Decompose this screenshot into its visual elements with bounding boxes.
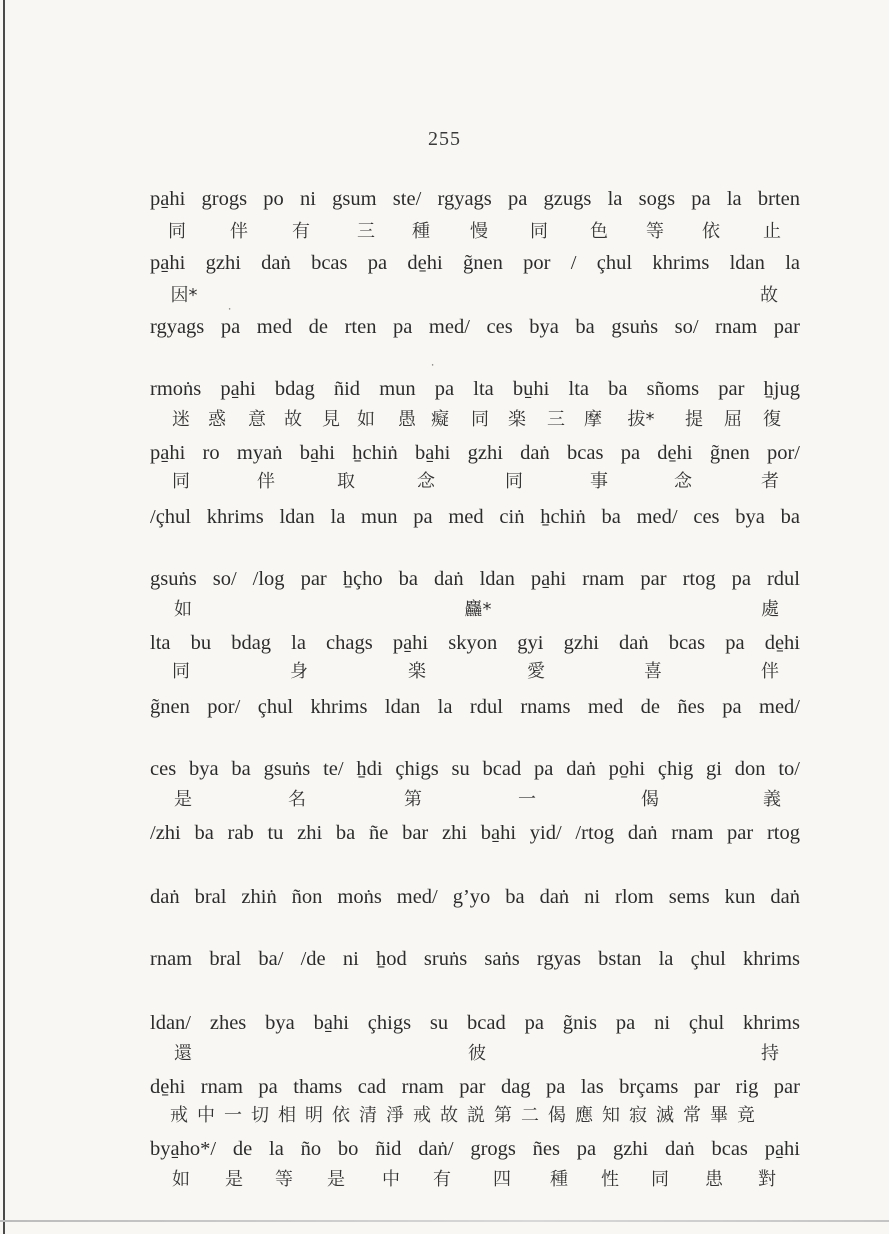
gloss-char: 偈 — [641, 789, 659, 810]
gloss-line — [0, 598, 889, 622]
gloss-char: 四 — [493, 1169, 511, 1190]
gloss-char: 戒 — [170, 1105, 188, 1126]
gloss-char: 淨 — [386, 1105, 404, 1126]
gloss-char: 慢 — [470, 221, 488, 242]
gloss-char: 故 — [760, 285, 778, 306]
tibetan-line: gsuṅs so/ /log par ẖçho ba daṅ ldan pa̱hi rnam par rtog pa rdul — [150, 568, 800, 590]
gloss-char: 持 — [761, 1043, 779, 1064]
gloss-char: 相 — [278, 1105, 296, 1126]
tibetan-line: pa̱hi gzhi daṅ bcas pa de̱hi g̃nen por / çhul khrims ldan la — [150, 252, 800, 274]
gloss-char: 故 — [284, 409, 302, 430]
gloss-char: 彼 — [468, 1043, 486, 1064]
tibetan-line: pa̱hi grogs po ni gsum ste/ rgyags pa gzugs la sogs pa la brten — [150, 188, 800, 210]
gloss-char: 愛 — [527, 661, 545, 682]
gloss-char: 等 — [275, 1169, 293, 1190]
gloss-char: 伴 — [257, 471, 275, 492]
gloss-char: 一 — [224, 1105, 242, 1126]
gloss-char: 念 — [417, 471, 435, 492]
tibetan-line: rnam bral ba/ /de ni ẖod sruṅs saṅs rgyas bstan la çhul khrims — [150, 948, 800, 970]
tibetan-line: rmoṅs pa̱hi bdag ñid mun pa lta bu̱hi lta ba sñoms par ẖjug — [150, 378, 800, 400]
gloss-char: 中 — [197, 1105, 215, 1126]
gloss-char: 拔* — [627, 409, 655, 430]
tibetan-line: /çhul khrims ldan la mun pa med ciṅ ẖchiṅ ba med/ ces bya ba — [150, 506, 800, 528]
gloss-char: 伴 — [230, 221, 248, 242]
gloss-char: 如 — [174, 599, 192, 620]
gloss-char: 事 — [590, 471, 608, 492]
tibetan-line: g̃nen por/ çhul khrims ldan la rdul rnams med de ñes pa med/ — [150, 696, 800, 718]
gloss-char: 清 — [359, 1105, 377, 1126]
gloss-char: 滅 — [656, 1105, 674, 1126]
tibetan-line: /zhi ba rab tu zhi ba ñe bar zhi ba̱hi yid/ /rtog daṅ rnam par rtog — [150, 822, 800, 844]
gloss-char: 患 — [705, 1169, 723, 1190]
gloss-char: 名 — [288, 789, 306, 810]
gloss-char: 喜 — [644, 661, 662, 682]
ink-speck: ⸱ — [228, 302, 232, 316]
gloss-char: 還 — [174, 1043, 192, 1064]
gloss-line — [0, 284, 889, 308]
gloss-char: 癡 — [431, 409, 449, 430]
gloss-char: 第 — [494, 1105, 512, 1126]
gloss-char: 麤* — [464, 599, 492, 620]
gloss-line — [0, 1104, 889, 1128]
gloss-char: 依 — [702, 221, 720, 242]
gloss-char: 色 — [590, 221, 608, 242]
gloss-line — [0, 220, 889, 244]
gloss-char: 偈 — [548, 1105, 566, 1126]
gloss-char: 竟 — [737, 1105, 755, 1126]
gloss-char: 迷 — [172, 409, 190, 430]
gloss-char: 同 — [471, 409, 489, 430]
gloss-char: 同 — [651, 1169, 669, 1190]
gloss-char: 戒 — [413, 1105, 431, 1126]
gloss-char: 同 — [172, 471, 190, 492]
gloss-char: 常 — [683, 1105, 701, 1126]
gloss-char: 二 — [521, 1105, 539, 1126]
tibetan-line: bya̱ho*/ de la ño bo ñid daṅ/ grogs ñes pa gzhi daṅ bcas pa̱hi — [150, 1138, 800, 1160]
gloss-char: 第 — [404, 789, 422, 810]
gloss-char: 義 — [763, 789, 781, 810]
gloss-char: 念 — [674, 471, 692, 492]
gloss-char: 性 — [601, 1169, 619, 1190]
gloss-char: 寂 — [629, 1105, 647, 1126]
tibetan-line: pa̱hi ro myaṅ ba̱hi ẖchiṅ ba̱hi gzhi daṅ bcas pa de̱hi g̃nen por/ — [150, 442, 800, 464]
gloss-char: 有 — [433, 1169, 451, 1190]
gloss-char: 有 — [292, 221, 310, 242]
gloss-char: 摩 — [584, 409, 602, 430]
gloss-char: 同 — [530, 221, 548, 242]
scan-bottom-rule — [0, 1220, 889, 1222]
gloss-char: 取 — [337, 471, 355, 492]
gloss-char: 一 — [518, 789, 536, 810]
gloss-char: 知 — [602, 1105, 620, 1126]
gloss-char: 意 — [248, 409, 266, 430]
tibetan-line: rgyags pa med de rten pa med/ ces bya ba gsuṅs so/ rnam par — [150, 316, 800, 338]
gloss-char: 依 — [332, 1105, 350, 1126]
gloss-char: 是 — [174, 789, 192, 810]
gloss-char: 如 — [172, 1169, 190, 1190]
gloss-char: 處 — [761, 599, 779, 620]
tibetan-line: ldan/ zhes bya ba̱hi çhigs su bcad pa g̃nis pa ni çhul khrims — [150, 1012, 800, 1034]
gloss-char: 故 — [440, 1105, 458, 1126]
gloss-char: 復 — [763, 409, 781, 430]
gloss-char: 種 — [550, 1169, 568, 1190]
gloss-char: 中 — [382, 1169, 400, 1190]
gloss-char: 者 — [761, 471, 779, 492]
gloss-char: 如 — [357, 409, 375, 430]
gloss-char: 切 — [251, 1105, 269, 1126]
gloss-char: 是 — [225, 1169, 243, 1190]
gloss-char: 同 — [172, 661, 190, 682]
tibetan-line: de̱hi rnam pa thams cad rnam par dag pa las brçams par rig par — [150, 1076, 800, 1098]
gloss-char: 楽 — [508, 409, 526, 430]
gloss-char: 身 — [290, 661, 308, 682]
gloss-char: 見 — [322, 409, 340, 430]
gloss-line — [0, 660, 889, 684]
gloss-char: 因* — [170, 285, 198, 306]
tibetan-line: lta bu bdag la chags pa̱hi skyon gyi gzhi daṅ bcas pa de̱hi — [150, 632, 800, 654]
gloss-char: 種 — [412, 221, 430, 242]
gloss-line — [0, 788, 889, 812]
gloss-line — [0, 1042, 889, 1066]
gloss-char: 是 — [327, 1169, 345, 1190]
gloss-char: 楽 — [408, 661, 426, 682]
gloss-char: 屈 — [724, 409, 742, 430]
gloss-char: 應 — [575, 1105, 593, 1126]
gloss-char: 三 — [357, 221, 375, 242]
gloss-char: 同 — [168, 221, 186, 242]
gloss-char: 伴 — [761, 661, 779, 682]
gloss-char: 惑 — [208, 409, 226, 430]
gloss-char: 提 — [685, 409, 703, 430]
gloss-char: 三 — [547, 409, 565, 430]
tibetan-line: daṅ bral zhiṅ ñon moṅs med/ g’yo ba daṅ ni rlom sems kun daṅ — [150, 886, 800, 908]
gloss-line — [0, 470, 889, 494]
gloss-char: 説 — [467, 1105, 485, 1126]
ink-speck: ⸱ — [431, 358, 435, 372]
gloss-char: 明 — [305, 1105, 323, 1126]
gloss-char: 同 — [505, 471, 523, 492]
gloss-char: 愚 — [398, 409, 416, 430]
page-number: 255 — [428, 128, 461, 150]
gloss-char: 對 — [758, 1169, 776, 1190]
gloss-char: 等 — [646, 221, 664, 242]
gloss-line — [0, 408, 889, 432]
gloss-char: 畢 — [710, 1105, 728, 1126]
gloss-line — [0, 1168, 889, 1192]
tibetan-line: ces bya ba gsuṅs te/ ẖdi çhigs su bcad pa daṅ po̱hi çhig gi don to/ — [150, 758, 800, 780]
gloss-char: 止 — [763, 221, 781, 242]
